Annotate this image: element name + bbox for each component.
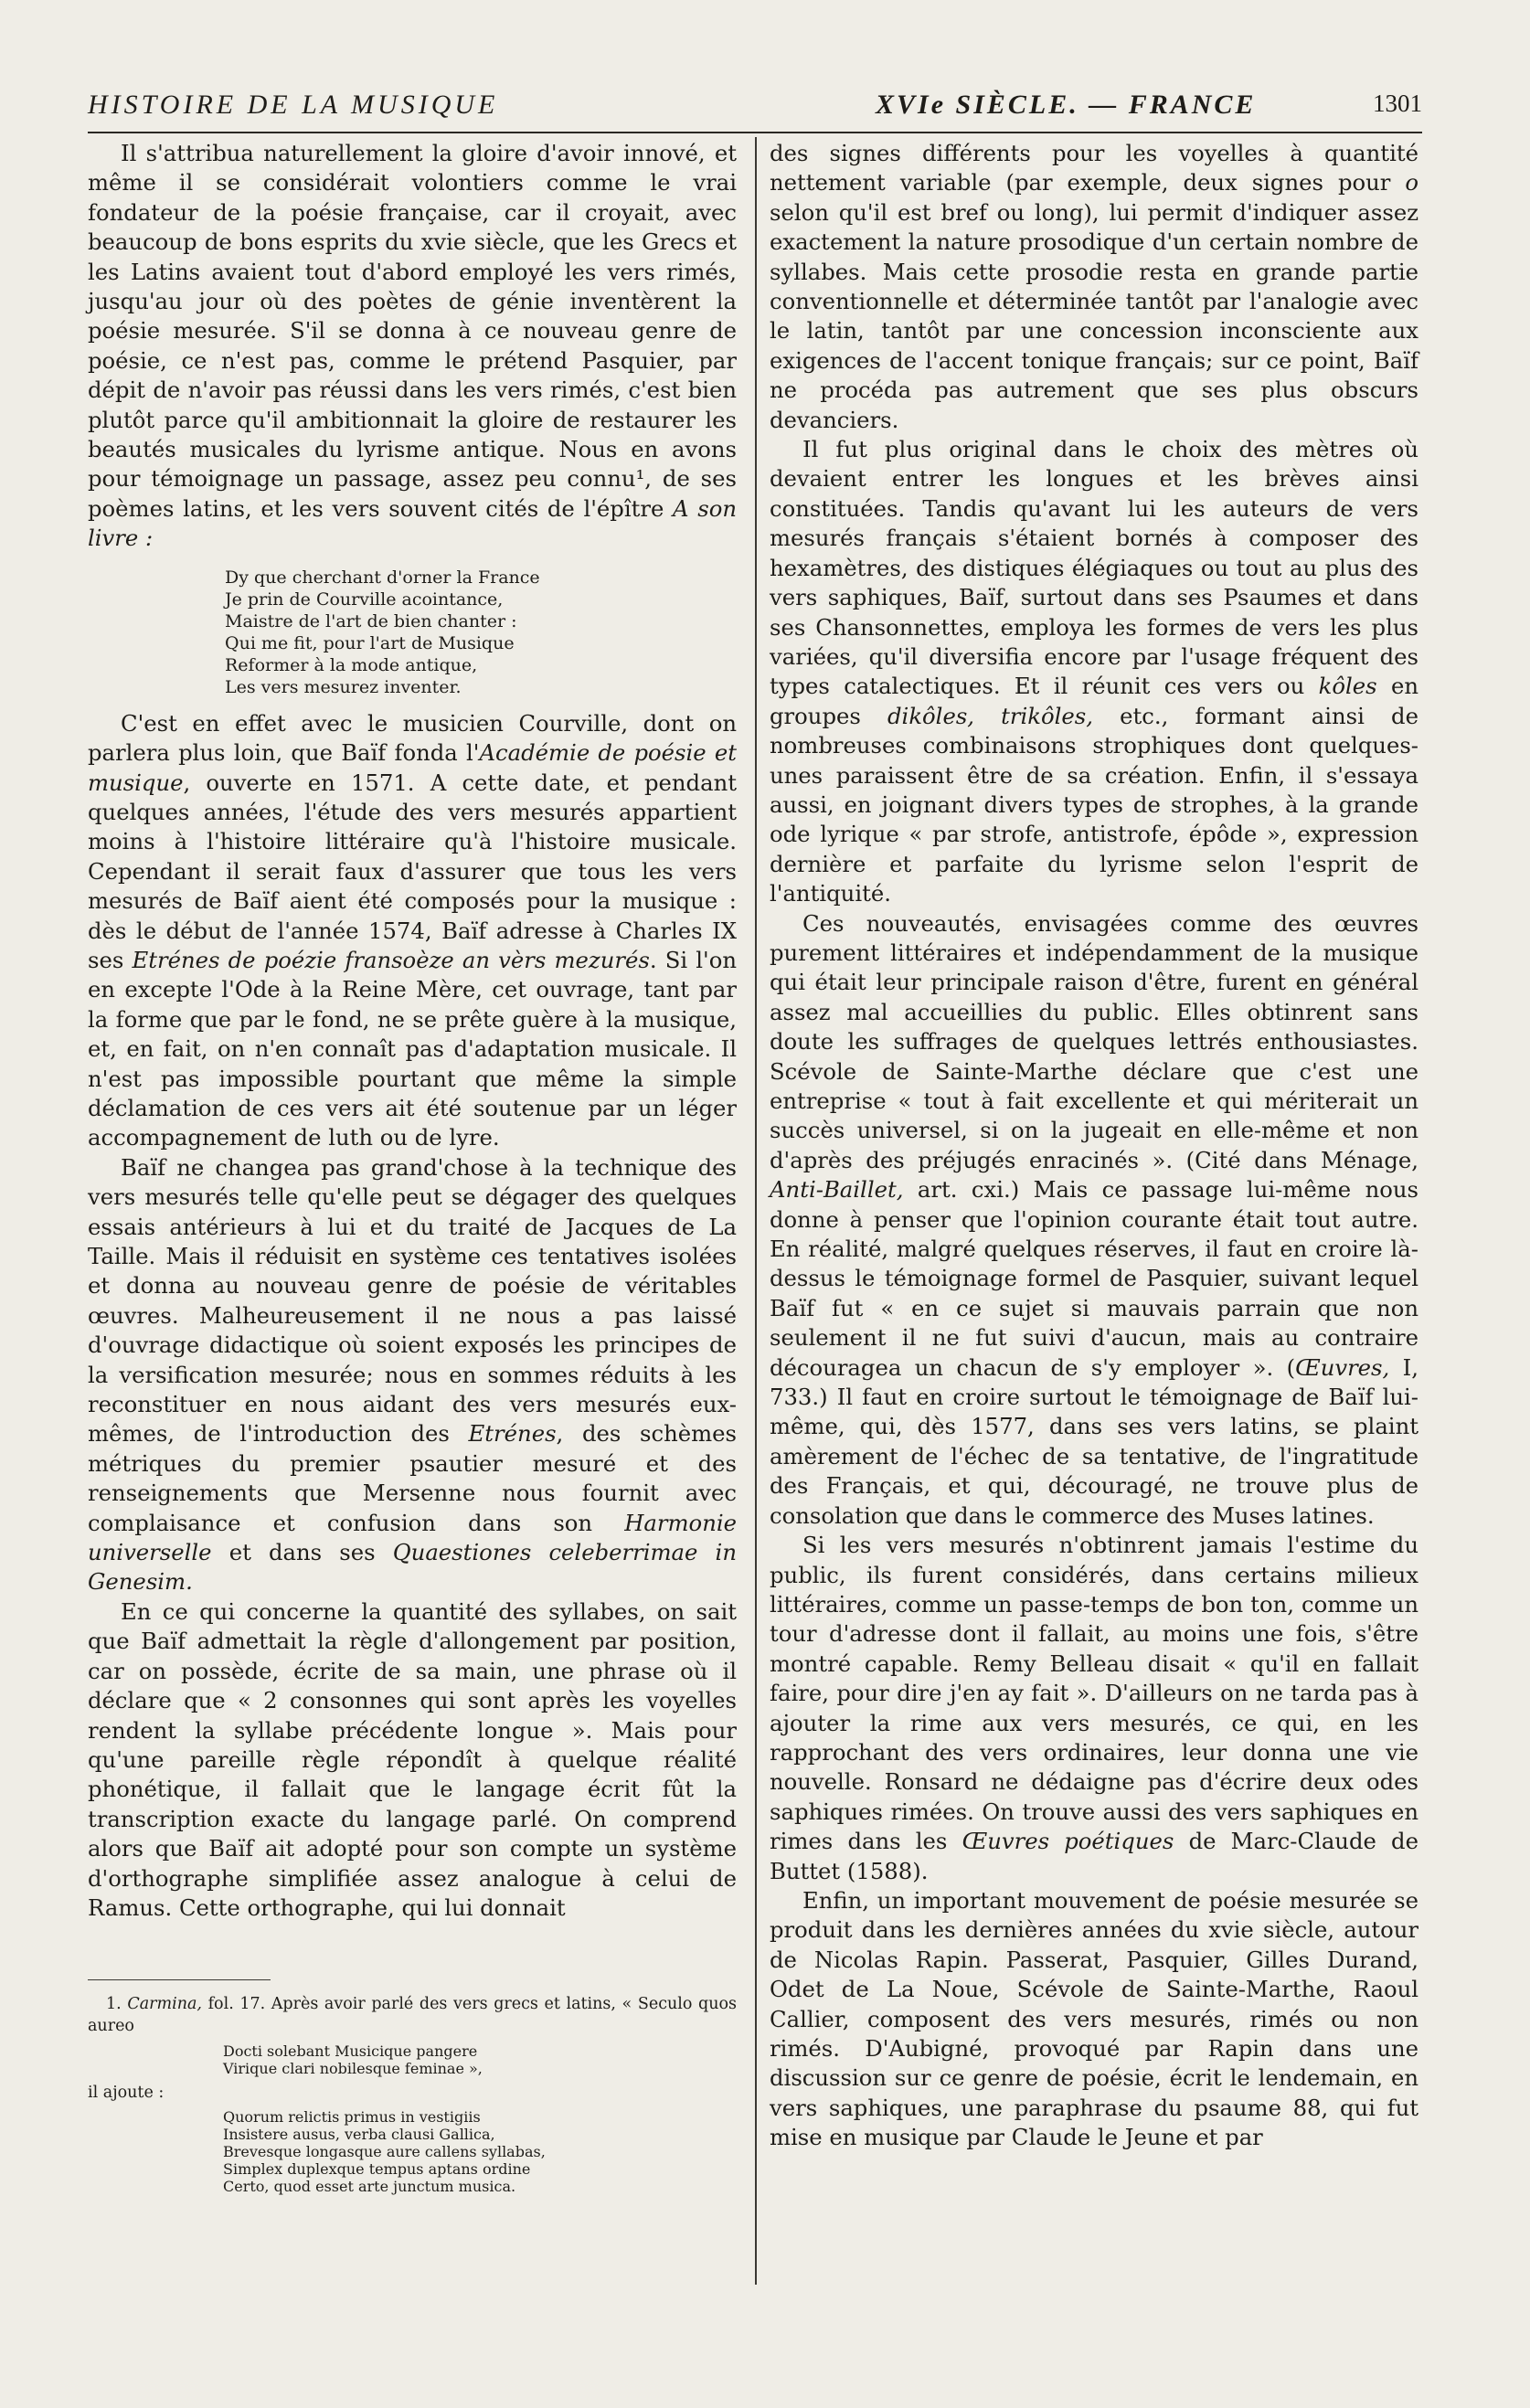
verse-line: Reformer à la mode antique, <box>225 654 478 675</box>
header-book-title: HISTOIRE DE LA MUSIQUE <box>88 90 499 120</box>
column-divider <box>755 137 757 2285</box>
header-section-title: XVIe SIÈCLE. — FRANCE <box>876 90 1257 120</box>
right-column <box>770 139 1418 2153</box>
quote-line: Quorum relictis primus in vestigiis <box>223 2108 481 2127</box>
paragraph: C'est en effet avec le musicien Courville, dont on parlera plus loin, que Baïf fonda l'Académie de poésie et musique, ouverte en 1571. A cette date, et pendant quelques années, l'étude des vers mesurés appartient moins à l'histoire littéraire qu'à l'histoire musicale. Cependant il serait faux d'assurer que tous les vers mesurés de Baïf aient été composés pour la musique : dès le début de l'année 1574, Baïf adresse à Charles IX ses Etrénes de poézie fransoèze an vèrs mezurés. Si l'on en excepte l'Ode à la Reine Mère, cet ouvrage, tant par la forme que par le fond, ne se prête guère à la musique, et, en fait, on n'en connaît pas d'adaptation musicale. Il n'est pas impossible pourtant que même la simple déclamation de ces vers ait été soutenue par un léger accompagnement de luth ou de lyre. <box>88 709 738 1151</box>
paragraph: Enfin, un important mouvement de poésie mesurée se produit dans les dernières années du xvie siècle, autour de Nicolas Rapin. Passerat, Pasquier, Gilles Durand, Odet de La Noue, Scévole de Sainte-Marthe, Raoul Callier, composent des vers mesurés, rimés ou non rimés. D'Aubigné, provoqué par Rapin dans une discussion sur ce genre de poésie, écrit le lendemain, en vers saphiques, une paraphrase du psaume 88, qui fut mise en musique par Claude le Jeune et par <box>770 1886 1418 2151</box>
verse-line: Maistre de l'art de bien chanter : <box>225 610 517 631</box>
footnote-aside: il ajoute : <box>88 2084 165 2103</box>
quote-line: Certo, quod esset arte junctum musica. <box>223 2178 516 2196</box>
paragraph: Ces nouveautés, envisagées comme des œuvres purement littéraires et indépendamment de la musique qui était leur principale raison d'être, furent en général assez mal accueillies du public. Elles obtinrent sans doute les suffrages de quelques lettrés enthousiastes. Scévole de Sainte-Marthe déclare que c'est une entreprise « tout à fait excellente et qui mériterait un succès universel, si on la jugeait en elle-même et non d'après des préjugés enracinés ». (Cité dans Ménage, Anti-Baillet, art. cxi.) Mais ce passage lui-même nous donne à penser que l'opinion courante était tout autre. En réalité, malgré quelques réserves, il faut en croire là-dessus le témoignage formel de Pasquier, suivant lequel Baïf fut « en ce sujet si mauvais parrain que non seulement il ne fut suivi d'aucun, mais au contraire découragea un chacun de s'y employer ». (Œuvres, I, 733.) Il faut en croire surtout le témoignage de Baïf lui-même, qui, dès 1577, dans ses vers latins, se plaint amèrement de l'échec de sa tentative, de l'ingratitude des Français, et qui, découragé, ne trouve plus de consolation que dans le commerce des Muses latines. <box>770 909 1418 1529</box>
paragraph: En ce qui concerne la quantité des syllabes, on sait que Baïf admettait la règle d'allongement par position, car on possède, écrite de sa main, une phrase où il déclare que « 2 consonnes qui sont après les voyelles rendent la syllabe précédente longue ». Mais pour qu'une pareille règle répondît à quelque réalité phonétique, il fallait que le langage écrit fût la transcription exacte du langage parlé. On comprend alors que Baïf ait adopté pour son compte un système d'orthographe simplifiée assez analogue à celui de Ramus. Cette orthographe, qui lui donnait <box>88 1597 737 1921</box>
quote-line: Simplex duplexque tempus aptans ordine <box>223 2160 531 2179</box>
paragraph: Baïf ne changea pas grand'chose à la technique des vers mesurés telle qu'elle peut se dégager des quelques essais antérieurs à lui et du traité de Jacques de La Taille. Mais il réduisit en système ces tentatives isolées et donna au nouveau genre de poésie de véritables œuvres. Malheureusement il ne nous a pas laissé d'ouvrage didactique où soient exposés les principes de la versification mesurée; nous en sommes réduits à les reconstituer en nous aidant des vers mesurés eux-mêmes, de l'introduction des Etrénes, des schèmes métriques du premier psautier mesuré et des renseignements que Mersenne nous fournit avec complaisance et confusion dans son Harmonie universelle et dans ses Quaestiones celeberrimae in Genesim. <box>88 1153 737 1596</box>
paragraph: Il s'attribua naturellement la gloire d'avoir innové, et même il se considérait volontiers comme le vrai fondateur de la poésie française, car il croyait, avec beaucoup de bons esprits du xvie siècle, que les Grecs et les Latins avaient tout d'abord employé les vers rimés, jusqu'au jour où des poètes de génie inventèrent la poésie mesurée. S'il se donna à ce nouveau genre de poésie, ce n'est pas, comme le prétend Pasquier, par dépit de n'avoir pas réussi dans les vers rimés, c'est bien plutôt parce qu'il ambitionnait la gloire de restaurer les beautés musicales du lyrisme antique. Nous en avons pour témoignage un passage, assez peu connu¹, de ses poèmes latins, et les vers souvent cités de l'épître A son livre : <box>88 140 737 552</box>
quote-line: Docti solebant Musicique pangere <box>223 2042 478 2061</box>
footnote-text: 1. Carmina, fol. 17. Après avoir parlé des vers grecs et latins, « Seculo quos aureo <box>88 1995 737 2036</box>
header-rule <box>88 132 1422 133</box>
italic-title: A son livre : <box>88 494 737 552</box>
quote-line: Insistere ausus, verba clausi Gallica, <box>223 2126 495 2144</box>
page-number: 1301 <box>1373 90 1422 117</box>
footnote-rule <box>88 1979 271 1980</box>
paragraph: des signes différents pour les voyelles à quantité nettement variable (par exemple, deux signes pour o selon qu'il est bref ou long), lui permit d'indiquer assez exactement la nature prosodique d'un certain nombre de syllabes. Mais cette prosodie resta en grande partie conventionnelle et déterminée tantôt par l'analogie avec le latin, tantôt par une concession inconsciente aux exigences de l'accent tonique français; sur ce point, Baïf ne procéda pas autrement que ses plus obscurs devanciers. <box>770 140 1418 433</box>
footnote-quote <box>223 2042 737 2077</box>
footnote <box>88 1993 737 2195</box>
running-header <box>88 90 1422 130</box>
footnote-quote <box>223 2108 737 2195</box>
verse-line: Dy que cherchant d'orner la France <box>225 567 540 588</box>
quote-line: Virique clari nobilesque feminae », <box>223 2060 483 2078</box>
verse-line: Je prin de Courville acointance, <box>225 589 504 610</box>
verse-line: Qui me fit, pour l'art de Musique <box>225 632 515 653</box>
verse-quotation <box>225 567 737 698</box>
quote-line: Brevesque longasque aure callens syllabas, <box>223 2143 546 2161</box>
left-column <box>88 139 737 2201</box>
paragraph: Si les vers mesurés n'obtinrent jamais l'estime du public, ils furent considérés, dans certains milieux littéraires, comme un passe-temps de bon ton, comme un tour d'adresse dont il fallait, au moins une fois, s'être montré capable. Remy Belleau disait « qu'il en fallait faire, pour dire j'en ay fait ». D'ailleurs on ne tarda pas à ajouter la rime aux vers mesurés, ce qui, en les rapprochant des vers ordinaires, leur donna une vie nouvelle. Ronsard ne dédaigne pas d'écrire deux odes saphiques rimées. On trouve aussi des vers saphiques en rimes dans les Œuvres poétiques de Marc-Claude de Buttet (1588). <box>770 1532 1418 1884</box>
paragraph: Il fut plus original dans le choix des mètres où devaient entrer les longues et les brèves ainsi constituées. Tandis qu'avant lui les auteurs de vers mesurés français s'étaient bornés à composer des hexamètres, des distiques élégiaques ou tout au plus des vers saphiques, Baïf, surtout dans ses Psaumes et dans ses Chansonnettes, employa les formes de vers les plus variées, qu'il diversifia encore par l'usage fréquent des types catalectiques. Et il réunit ces vers ou kôles en groupes dikôles, trikôles, etc., formant ainsi de nombreuses combinaisons strophiques dont quelques-unes paraissent être de sa création. Enfin, il s'essaya aussi, en joignant divers types de strophes, à la grande ode lyrique « par strofe, antistrofe, épôde », expression dernière et parfaite du lyrisme selon l'esprit de l'antiquité. <box>770 436 1418 907</box>
verse-line: Les vers mesurez inventer. <box>225 676 462 697</box>
